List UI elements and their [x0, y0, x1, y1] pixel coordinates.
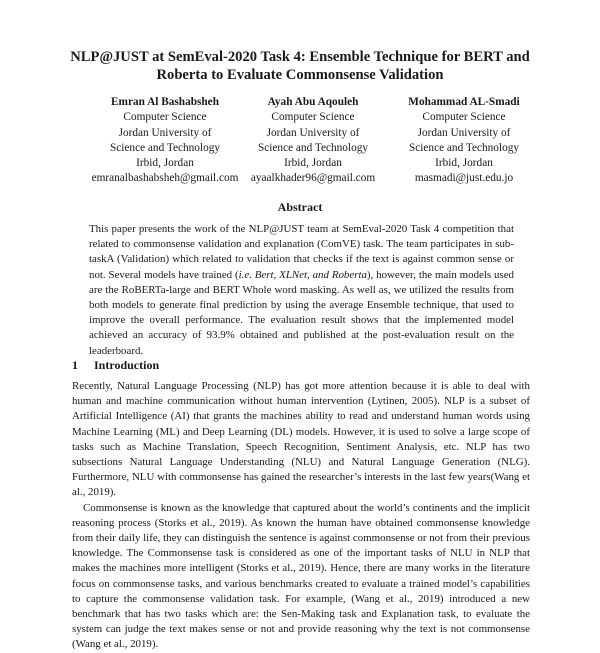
- abstract-text-part-2: ), however, the main models used are the RoBERTa-large and BERT Whole word masking. As well as, we utilized the results from both models to generate final prediction by using the average Ensemble technique, that used to improve the overall performance. The evaluation result shows that the implemented model achieved an accuracy of 93.9% obtained and published at the post-evaluation result on the leaderboard.: [89, 268, 514, 357]
- paragraph: Recently, Natural Language Processing (NLP) has got more attention because it is able to deal with human and machine communication without human intervention (Lytinen, 2005). NLP is a subset of Artificial Intelligence (AI) that grants the machines ability to read and understand human words using Machine Learning (ML) and Deep Learning (DL) models. However, it is used to solve a large scope of tasks such as Machine Translation, Speech Recognition, Sentiment Analysis, etc. NLP has two subsections Natural Language Understanding (NLU) and Natural Language Generation (NLG). Furthermore, NLU with commonsense has gained the researcher’s interests in the last few years(Wang et al., 2019).: [72, 380, 530, 499]
- author-email: emranalbashabsheh@gmail.com: [91, 172, 239, 185]
- author-name: Ayah Abu Aqouleh: [267, 96, 359, 108]
- author-block-3: [379, 95, 549, 187]
- introduction-body: [72, 379, 530, 653]
- abstract-text-part-1: This paper presents the work of the NLP@JUST team at SemEval-2020 Task 4 competition that related to commonsense validation and explanation (ComVE) task. The team participates in sub-taskA (Validation) which related to validation that checks if the text is against common sense or not. Several models have trained (: [89, 223, 514, 281]
- author-city: Irbid, Jordan: [435, 157, 493, 170]
- author-department: Computer Science: [123, 111, 207, 124]
- author-university-line-1: Jordan University of: [417, 126, 511, 139]
- author-city: Irbid, Jordan: [136, 157, 194, 170]
- author-university-line-2: Science and Technology: [408, 141, 520, 154]
- author-university-line-2: Science and Technology: [257, 141, 369, 154]
- paper-title: [40, 48, 560, 84]
- abstract-heading: Abstract: [277, 200, 323, 214]
- section-heading-introduction: [72, 358, 159, 373]
- abstract-italic-models: i.e. Bert, XLNet, and Roberta: [238, 268, 367, 281]
- author-name: Emran Al Bashabsheh: [111, 96, 219, 108]
- author-email: ayaalkhader96@gmail.com: [250, 172, 376, 185]
- paragraph: Commonsense is known as the knowledge that captured about the world’s continents and the implicit reasoning process (Storks et al., 2019). As known the human have obtained commonsense knowledge from their daily life, they can distinguish the sentence is against commonsense or not from their previous knowledge. The Commonsense task is considered as one of the important tasks of NLU in NLP that makes the machines more intelligent (Storks et al., 2019). Hence, there are many works in the literature focus on commonsense tasks, and various benchmarks created to evaluate a trained model’s capabilities to capture the commonsense validation task. For example, (Wang et al., 2019) introduced a new benchmark that has two tasks which are: the Sen-Making task and Explanation task, to evaluate the system can judge the text makes sense or not and provide reasoning why the text is not commonsense (Wang et al., 2019).: [72, 501, 530, 651]
- author-block-2: [228, 95, 398, 187]
- author-university-line-1: Jordan University of: [266, 126, 360, 139]
- section-number: 1: [72, 358, 78, 372]
- author-university-line-1: Jordan University of: [118, 126, 212, 139]
- author-city: Irbid, Jordan: [284, 157, 342, 170]
- author-department: Computer Science: [271, 111, 355, 124]
- author-email: masmadi@just.edu.jo: [414, 172, 514, 185]
- title-line-2: Roberta to Evaluate Commonsense Validation: [156, 67, 444, 83]
- author-university-line-2: Science and Technology: [109, 141, 221, 154]
- author-block-1: [80, 95, 250, 187]
- author-department: Computer Science: [422, 111, 506, 124]
- title-line-1: NLP@JUST at SemEval-2020 Task 4: Ensemble Technique for BERT and: [70, 49, 530, 65]
- abstract-body: [89, 222, 514, 359]
- author-name: Mohammad AL-Smadi: [408, 96, 520, 108]
- section-title: Introduction: [94, 358, 160, 372]
